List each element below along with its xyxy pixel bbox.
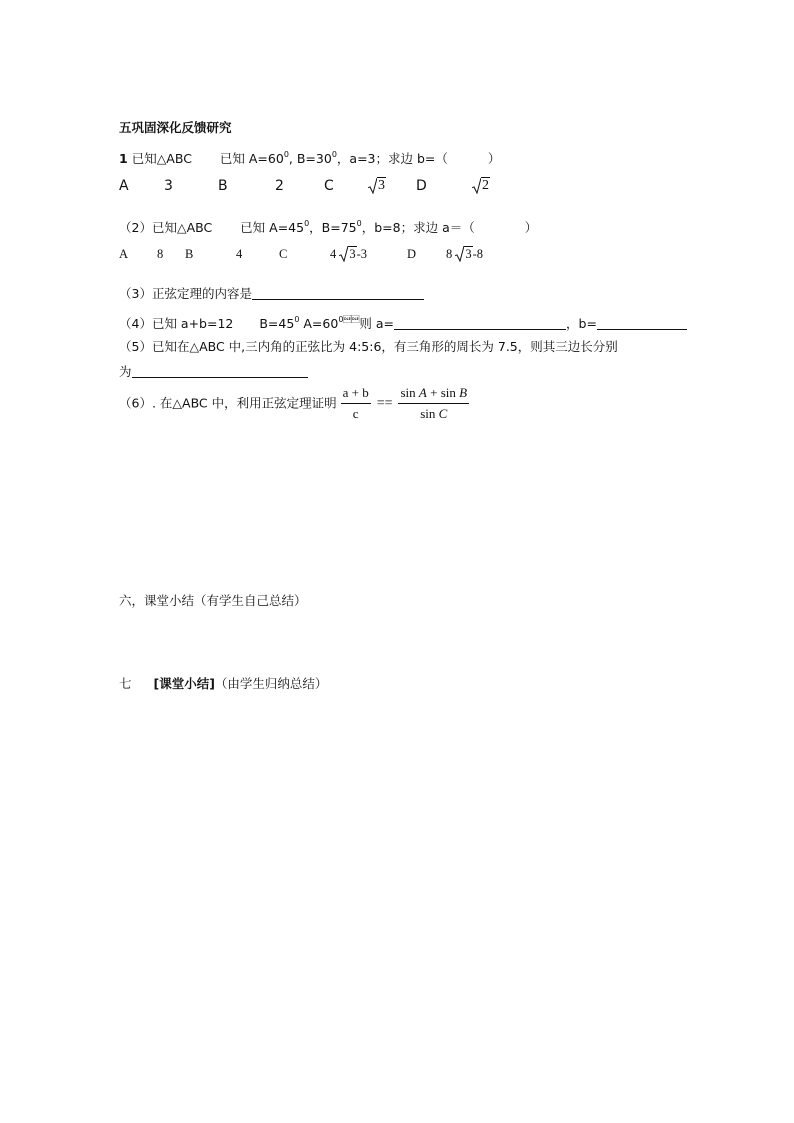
question-1-text-a: 已知△ABC: [131, 151, 192, 166]
question-2-text-c: ，B=75: [309, 220, 357, 235]
section-7-heading: [119, 676, 327, 692]
question-2-text-d: ，b=8；求边 a＝（: [361, 220, 475, 235]
question-5-text: 为: [119, 364, 132, 379]
question-5-line-2: [119, 364, 308, 380]
option-label: B: [185, 247, 194, 261]
question-6: [119, 383, 469, 423]
sin-label: sin: [400, 385, 416, 400]
question-4: [119, 312, 687, 332]
radicand: 2: [482, 178, 489, 193]
option-label: A: [119, 247, 129, 261]
answer-blank[interactable]: [252, 287, 424, 300]
sin-label: sin: [420, 406, 436, 421]
angle-label: A: [418, 385, 427, 400]
sin-label: + sin: [430, 385, 456, 400]
degree-mark: 0: [356, 219, 362, 228]
option-label: C: [324, 178, 334, 194]
sqrt-expression: [446, 246, 483, 262]
sqrt-expression: [330, 246, 367, 262]
fraction-rhs: [398, 385, 469, 422]
sqrt-expression: [472, 178, 490, 194]
angle-label: B: [459, 385, 468, 400]
rhs-denominator: [398, 404, 469, 422]
degree-mark: 0: [283, 150, 289, 159]
lhs-denominator: c: [352, 406, 359, 421]
question-2-text-b: 已知 A=45: [240, 220, 305, 235]
option-label: D: [407, 247, 417, 261]
option-label: A: [119, 178, 129, 194]
degree-mark: 0: [338, 315, 344, 324]
sqrt-expression: [368, 178, 386, 194]
section-7-bracket-label: [课堂小结]: [153, 676, 215, 691]
answer-blank-a[interactable]: [394, 317, 566, 330]
radicand: 3: [378, 178, 385, 193]
question-1-text-b: 已知 A=60: [219, 151, 284, 166]
degree-mark: 0: [331, 150, 337, 159]
constant: -3: [356, 247, 368, 261]
question-6-text: （6）. 在△ABC 中，利用正弦定理证明: [119, 395, 337, 411]
constant: -8: [472, 247, 484, 261]
coefficient: 4: [330, 247, 337, 261]
option-value: 2: [275, 178, 284, 194]
glyph-noise: : [343, 315, 360, 324]
option-value: 8: [157, 247, 164, 261]
question-1: [119, 147, 500, 167]
question-1-number: 1: [119, 151, 128, 166]
question-4-text-c: A=60: [299, 316, 339, 331]
fraction-lhs: [341, 385, 371, 422]
section-heading: 五巩固深化反馈研究: [119, 120, 232, 135]
coefficient: 8: [446, 247, 453, 261]
question-4-text-d: 则 a=: [359, 316, 395, 331]
degree-mark: 0: [304, 219, 310, 228]
question-4-text-b: B=45: [259, 316, 295, 331]
lhs-numerator: a + b: [341, 385, 371, 404]
question-1-close: ）: [487, 151, 501, 166]
question-2-close: ）: [524, 220, 538, 235]
question-5-line-1: （5）已知在△ABC 中,三内角的正弦比为 4:5:6，有三角形的周长为 7.5，则其三边长分别: [119, 339, 618, 354]
question-3-text: （3）正弦定理的内容是: [119, 286, 252, 301]
question-1-text-d: ，a=3；求边 b=（: [336, 151, 448, 166]
option-label: D: [416, 178, 427, 194]
question-4-text-e: ，b=: [566, 316, 597, 331]
question-2: [119, 216, 537, 236]
section-7-number: 七: [119, 676, 132, 691]
question-3: [119, 286, 424, 302]
option-value: 4: [236, 247, 243, 261]
question-4-text-a: （4）已知 a+b=12: [119, 316, 234, 331]
equals-sign: ==: [376, 395, 393, 411]
question-2-label: （2）已知△ABC: [119, 220, 213, 235]
radicand: 3: [465, 247, 472, 261]
radicand: 3: [349, 247, 356, 261]
answer-blank[interactable]: [132, 365, 308, 378]
option-label: C: [279, 247, 288, 261]
option-value: 3: [164, 178, 173, 194]
angle-label: C: [438, 406, 448, 421]
degree-mark: 0: [294, 315, 300, 324]
rhs-numerator: [398, 385, 469, 404]
section-6-heading: 六，课堂小结（有学生自己总结）: [119, 593, 307, 608]
question-1-text-c: , B=30: [288, 151, 332, 166]
option-label: B: [218, 178, 228, 194]
section-7-rest: （由学生归纳总结）: [214, 676, 328, 691]
answer-blank-b[interactable]: [597, 317, 687, 330]
